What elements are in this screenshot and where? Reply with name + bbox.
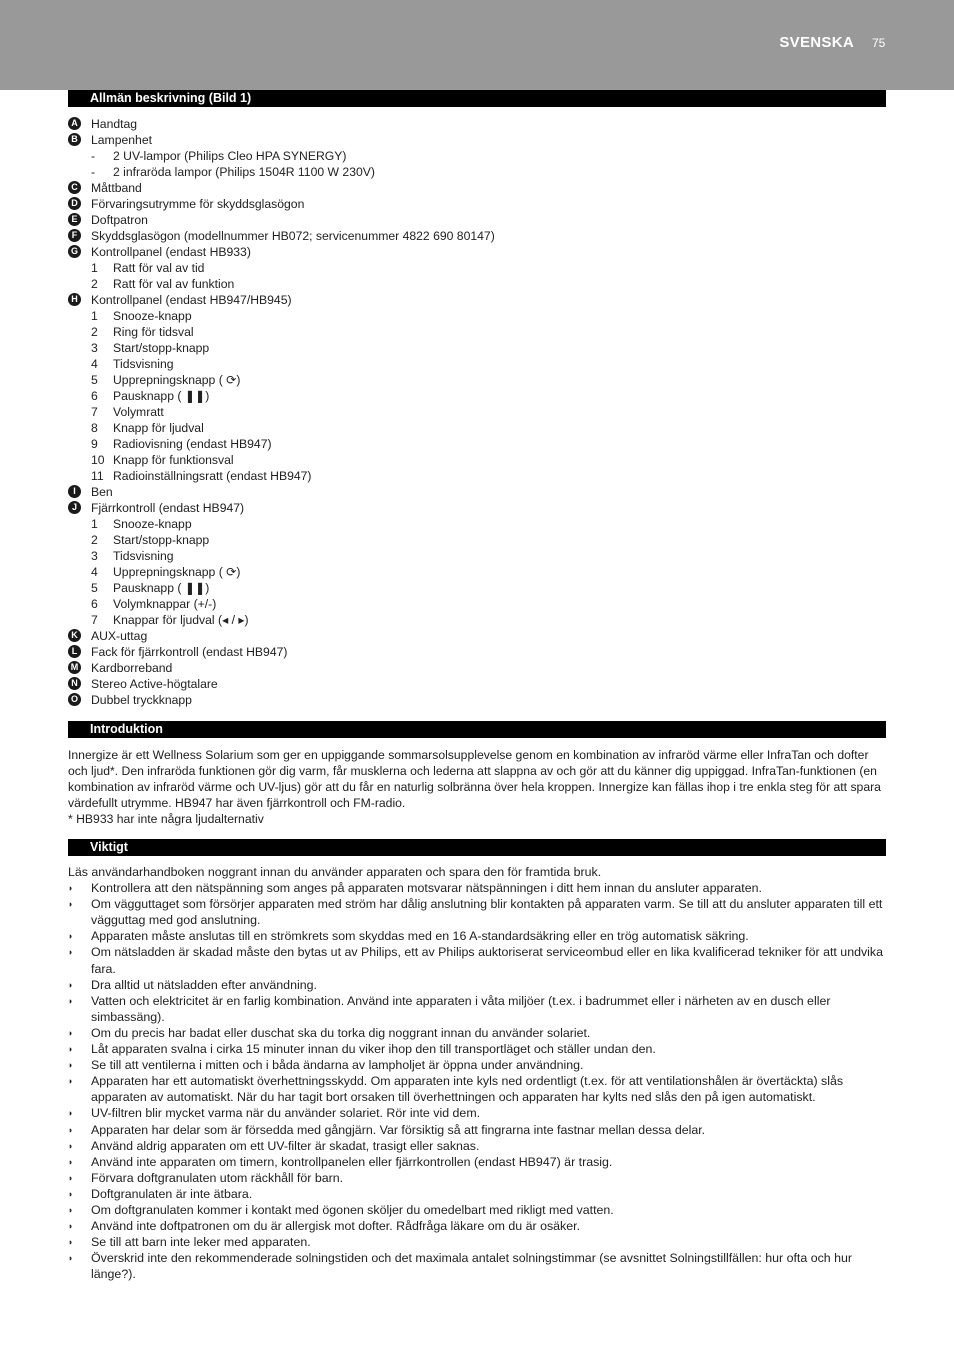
component-item: [68, 244, 886, 260]
component-label: Fjärrkontroll (endast HB947): [91, 501, 245, 515]
subitem-label: Start/stopp-knapp: [113, 533, 210, 547]
bullet-icon: ◗: [68, 1156, 74, 1167]
warning-text: UV-filtren blir mycket varma när du använder solariet. Rör inte vid dem.: [91, 1106, 481, 1121]
component-label: Kontrollpanel (endast HB947/HB945): [91, 293, 292, 307]
component-letter-badge: L: [68, 645, 81, 658]
component-subitem: [68, 436, 886, 452]
bullet-icon: ◗: [68, 1076, 74, 1087]
subitem-label: Tidsvisning: [113, 357, 174, 371]
component-letter-badge: D: [68, 197, 81, 210]
warning-text: Apparaten måste anslutas till en strömkrets som skyddas med en 16 A-standardsäkring eller en trög automatisk säkring.: [91, 929, 749, 944]
component-label: Måttband: [91, 181, 142, 195]
component-item: [68, 228, 886, 244]
warning-item: [68, 1234, 886, 1250]
warning-text: Apparaten har delar som är försedda med gångjärn. Var försiktig så att fingrarna inte fastnar mellan dessa delar.: [91, 1122, 706, 1137]
subitem-label: Knappar för ljudval (◂ / ▸): [113, 613, 249, 627]
warning-item: [68, 1041, 886, 1057]
subitem-number: 4: [91, 565, 98, 579]
subitem-number: -: [91, 165, 96, 179]
warning-text: Vatten och elektricitet är en farlig kombination. Använd inte apparaten i våta miljöer (t.ex. i badrummet eller i närheten av en dusch eller simbassäng).: [91, 993, 831, 1024]
warning-item: [68, 896, 886, 928]
subitem-number: 1: [91, 309, 98, 323]
component-letter-badge: C: [68, 181, 81, 194]
component-letter-badge: G: [68, 245, 81, 258]
component-item: [68, 644, 886, 660]
page-header: [0, 0, 954, 90]
warning-item: [68, 1073, 886, 1105]
warning-text: Överskrid inte den rekommenderade solningstiden och det maximala antalet solningstimmar (se avsnittet Solningstillfällen: hur ofta och hur länge?).: [91, 1251, 853, 1282]
bullet-icon: ◗: [68, 1140, 74, 1151]
subitem-label: Snooze-knapp: [113, 309, 192, 323]
bullet-icon: ◗: [68, 1221, 74, 1232]
bullet-icon: ◗: [68, 883, 74, 894]
subitem-number: 3: [91, 341, 98, 355]
bullet-icon: ◗: [68, 1204, 74, 1215]
warning-item: [68, 1057, 886, 1073]
component-letter-badge: A: [68, 117, 81, 130]
component-label: Handtag: [91, 117, 138, 131]
warning-item: [68, 1105, 886, 1121]
subitem-label: Start/stopp-knapp: [113, 341, 210, 355]
subitem-label: Knapp för ljudval: [113, 421, 204, 435]
component-item: [68, 628, 886, 644]
component-label: AUX-uttag: [91, 629, 148, 643]
component-subitem: [68, 580, 886, 596]
warning-item: [68, 977, 886, 993]
component-letter-badge: J: [68, 501, 81, 514]
subitem-number: 8: [91, 421, 98, 435]
subitem-number: 7: [91, 405, 98, 419]
warning-text: Om nätsladden är skadad måste den bytas ut av Philips, ett av Philips auktoriserat serviceombud eller en lika kvalificerad tekniker för att undvika fara.: [91, 945, 884, 976]
component-subitem: [68, 260, 886, 276]
component-subitem: [68, 324, 886, 340]
general-description-list: [68, 116, 886, 708]
subitem-label: 2 UV-lampor (Philips Cleo HPA SYNERGY): [113, 149, 347, 163]
subitem-number: 5: [91, 373, 98, 387]
warning-item: [68, 1186, 886, 1202]
subitem-number: 5: [91, 581, 98, 595]
component-letter-badge: H: [68, 293, 81, 306]
subitem-label: Radiovisning (endast HB947): [113, 437, 272, 451]
component-subitem: [68, 612, 886, 628]
component-subitem: [68, 404, 886, 420]
component-subitem: [68, 564, 886, 580]
subitem-label: Pausknapp ( ❚❚): [113, 389, 210, 403]
warning-text: Låt apparaten svalna i cirka 15 minuter innan du viker ihop den till transportläget och ställer undan den.: [91, 1042, 656, 1057]
component-label: Lampenhet: [91, 133, 152, 147]
warning-text: Förvara doftgranulaten utom räckhåll för barn.: [91, 1170, 344, 1185]
subitem-label: Ratt för val av funktion: [113, 277, 235, 291]
component-subitem: [68, 420, 886, 436]
warning-text: Doftgranulaten är inte ätbara.: [91, 1186, 253, 1201]
bullet-icon: ◗: [68, 1253, 74, 1264]
warning-item: [68, 1025, 886, 1041]
subitem-number: 4: [91, 357, 98, 371]
page-number: 75: [872, 36, 886, 50]
component-label: Kardborreband: [91, 661, 173, 675]
component-item: [68, 692, 886, 708]
component-subitem: [68, 308, 886, 324]
warning-item: [68, 1170, 886, 1186]
bullet-icon: ◗: [68, 899, 74, 910]
component-subitem: [68, 596, 886, 612]
component-subitem: [68, 532, 886, 548]
component-subitem: [68, 356, 886, 372]
subitem-label: Ratt för val av tid: [113, 261, 205, 275]
warning-item: [68, 944, 886, 976]
warning-item: [68, 1122, 886, 1138]
bullet-icon: ◗: [68, 947, 74, 958]
component-subitem: [68, 388, 886, 404]
subitem-label: Radioinställningsratt (endast HB947): [113, 469, 312, 483]
page-content: [68, 90, 886, 1282]
warning-text: Om doftgranulaten kommer i kontakt med ögonen sköljer du omedelbart med rikligt med vatten.: [91, 1202, 614, 1217]
warning-text: Om vägguttaget som försörjer apparaten med ström har dålig anslutning blir kontakten på apparaten varm. Se till att du ansluter apparaten till ett vägguttag med god anslutning.: [91, 897, 883, 928]
component-item: [68, 484, 886, 500]
warning-item: [68, 928, 886, 944]
component-label: Förvaringsutrymme för skyddsglasögon: [91, 197, 305, 211]
component-subitem: [68, 516, 886, 532]
subitem-label: Pausknapp ( ❚❚): [113, 581, 210, 595]
warning-item: [68, 1218, 886, 1234]
warning-text: Om du precis har badat eller duschat ska du torka dig noggrant innan du använder solariet.: [91, 1025, 591, 1040]
warning-text: Apparaten har ett automatiskt överhettningsskydd. Om apparaten inte kyls ned ordentligt (t.ex. för att ventilationshålen är övertäckta) slås apparaten av automatiskt. När du har tagit bort orsaken till överhettningen och apparaten har kylts ned slås den på igen automatiskt.: [91, 1074, 844, 1105]
warning-item: [68, 993, 886, 1025]
subitem-label: Snooze-knapp: [113, 517, 192, 531]
component-label: Doftpatron: [91, 213, 148, 227]
bullet-icon: ◗: [68, 931, 74, 942]
bullet-icon: ◗: [68, 979, 74, 990]
subitem-label: Volymknappar (+/-): [113, 597, 217, 611]
component-letter-badge: N: [68, 677, 81, 690]
warning-item: [68, 1138, 886, 1154]
component-item: [68, 292, 886, 308]
subitem-label: Upprepningsknapp ( ⟳): [113, 373, 241, 387]
subitem-label: Ring för tidsval: [113, 325, 194, 339]
component-letter-badge: F: [68, 229, 81, 242]
subitem-label: Tidsvisning: [113, 549, 174, 563]
warning-item: [68, 1250, 886, 1282]
subitem-number: 2: [91, 325, 98, 339]
subitem-number: 7: [91, 613, 98, 627]
subitem-label: Upprepningsknapp ( ⟳): [113, 565, 241, 579]
important-section: [68, 864, 886, 1282]
component-item: [68, 196, 886, 212]
warning-text: Använd inte apparaten om timern, kontrollpanelen eller fjärrkontrollen (endast HB947) är trasig.: [91, 1154, 613, 1169]
section-title-general: Allmän beskrivning (Bild 1): [68, 90, 886, 107]
subitem-number: 10: [91, 453, 105, 467]
subitem-number: 2: [91, 277, 98, 291]
component-letter-badge: E: [68, 213, 81, 226]
subitem-number: 2: [91, 533, 98, 547]
bullet-icon: ◗: [68, 1044, 74, 1055]
component-label: Dubbel tryckknapp: [91, 693, 192, 707]
component-subitem: [68, 548, 886, 564]
warning-item: [68, 880, 886, 896]
component-label: Skyddsglasögon (modellnummer HB072; servicenummer 4822 690 80147): [91, 229, 495, 243]
bullet-icon: ◗: [68, 1124, 74, 1135]
component-item: [68, 500, 886, 516]
component-label: Kontrollpanel (endast HB933): [91, 245, 251, 259]
component-subitem: [68, 468, 886, 484]
component-subitem: [68, 340, 886, 356]
warning-item: [68, 1154, 886, 1170]
component-label: Ben: [91, 485, 113, 499]
warning-text: Kontrollera att den nätspänning som anges på apparaten motsvarar nätspänningen i ditt hem innan du ansluter apparaten.: [91, 881, 762, 896]
component-subitem: [68, 372, 886, 388]
subitem-number: 11: [91, 469, 104, 483]
bullet-icon: ◗: [68, 1060, 74, 1071]
subitem-number: 9: [91, 437, 98, 451]
subitem-number: 1: [91, 517, 98, 531]
subitem-number: 3: [91, 549, 98, 563]
warning-text: Dra alltid ut nätsladden efter användning.: [91, 977, 317, 992]
warning-text: Se till att barn inte leker med apparaten.: [91, 1235, 311, 1250]
warning-item: [68, 1202, 886, 1218]
component-letter-badge: K: [68, 629, 81, 642]
component-item: [68, 676, 886, 692]
section-title-introduction: Introduktion: [68, 721, 886, 738]
component-label: Fack för fjärrkontroll (endast HB947): [91, 645, 288, 659]
warning-text: Använd inte doftpatronen om du är allergisk mot dofter. Rådfråga läkare om du är osäker.: [91, 1219, 581, 1234]
subitem-number: -: [91, 149, 96, 163]
subitem-number: 1: [91, 261, 98, 275]
component-item: [68, 212, 886, 228]
section-title-important: Viktigt: [68, 839, 886, 856]
language-label: SVENSKA: [779, 34, 854, 51]
bullet-icon: ◗: [68, 1108, 74, 1119]
component-subitem: [68, 276, 886, 292]
warning-text: Använd aldrig apparaten om ett UV-filter är skadat, trasigt eller saknas.: [91, 1138, 480, 1153]
bullet-icon: ◗: [68, 1237, 74, 1248]
bullet-icon: ◗: [68, 995, 74, 1006]
component-item: [68, 660, 886, 676]
component-letter-badge: I: [68, 485, 81, 498]
component-subitem: [68, 452, 886, 468]
important-lead: Läs användarhandboken noggrant innan du använder apparaten och spara den för framtida bruk.: [68, 865, 602, 879]
warning-text: Se till att ventilerna i mitten och i båda ändarna av lampholjet är öppna under användning.: [91, 1058, 584, 1073]
component-item: [68, 116, 886, 132]
component-subitem: [68, 164, 886, 180]
subitem-label: Volymratt: [113, 405, 164, 419]
component-label: Stereo Active-högtalare: [91, 677, 218, 691]
subitem-label: 2 infraröda lampor (Philips 1504R 1100 W 230V): [113, 165, 375, 179]
bullet-icon: ◗: [68, 1172, 74, 1183]
component-item: [68, 132, 886, 148]
subitem-label: Knapp för funktionsval: [113, 453, 234, 467]
component-letter-badge: O: [68, 693, 81, 706]
component-item: [68, 180, 886, 196]
introduction-text: Innergize är ett Wellness Solarium som ger en uppiggande sommarsolsupplevelse genom en kombination av infraröd värme eller InfraTan och dofter och ljud*. Den infraröda funktionen gör dig varm, får musklerna och lederna att slappna av och gör att du känner dig uppiggad. InfraTan-funktionen (en kombination av infraröd värme och UV-ljus) gör att du får en naturlig solbränna över hela kroppen. Innergize kan fällas ihop i tre enkla steg för att spara värdefullt utrymme. HB947 har även fjärrkontroll och FM-radio.: [68, 748, 881, 810]
bullet-icon: ◗: [68, 1027, 74, 1038]
component-subitem: [68, 148, 886, 164]
bullet-icon: ◗: [68, 1188, 74, 1199]
component-letter-badge: M: [68, 661, 81, 674]
subitem-number: 6: [91, 389, 98, 403]
important-bullet-list: [68, 880, 886, 1282]
introduction-footnote: * HB933 har inte några ljudalternativ: [68, 812, 264, 826]
component-letter-badge: B: [68, 133, 81, 146]
subitem-number: 6: [91, 597, 98, 611]
